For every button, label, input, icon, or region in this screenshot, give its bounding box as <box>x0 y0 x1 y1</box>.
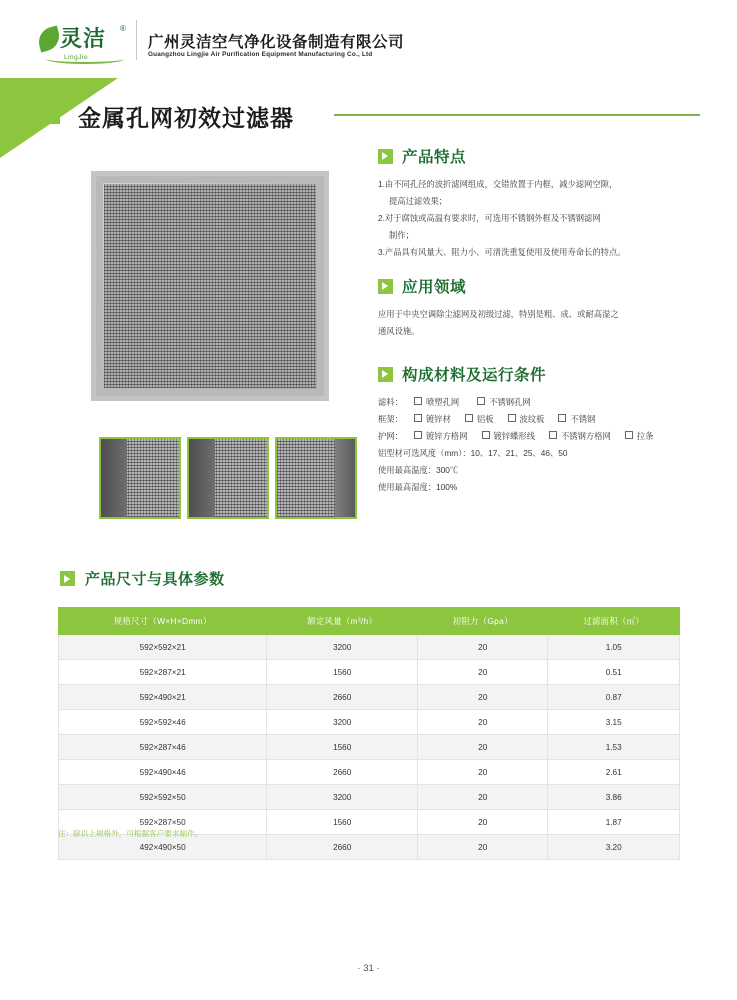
cell-resistance: 20 <box>418 660 548 685</box>
section-header <box>378 363 698 385</box>
company-name-en: Guangzhou Lingjie Air Purification Equipment Manufacturing Co., Ltd <box>148 51 373 58</box>
cell-resistance: 20 <box>418 810 548 835</box>
cell-resistance: 20 <box>418 760 548 785</box>
checkbox-option[interactable] <box>465 411 494 428</box>
feature-line: 3.产品具有风量大、阻力小、可清洗重复使用及使用寿命长的特点。 <box>378 247 626 257</box>
page-header <box>0 0 737 78</box>
title-rule <box>334 114 700 116</box>
cell-airflow: 1560 <box>267 735 418 760</box>
cell-airflow: 2660 <box>267 685 418 710</box>
table-row <box>59 735 680 760</box>
cell-resistance: 20 <box>418 785 548 810</box>
condition-line: 使用最高湿度：100% <box>378 482 458 492</box>
checkbox-icon[interactable] <box>414 414 422 422</box>
cell-size: 592×287×50 <box>59 810 267 835</box>
checkbox-option[interactable] <box>414 411 451 428</box>
section-materials-conditions <box>378 363 698 496</box>
cell-size: 492×490×50 <box>59 835 267 860</box>
cell-area: 3.86 <box>548 785 680 810</box>
option-label: 不锈钢孔网 <box>489 397 531 407</box>
column-header-resistance: 初阻力（Gpa） <box>418 608 548 635</box>
cell-size: 592×287×46 <box>59 735 267 760</box>
option-label: 喷塑孔网 <box>426 397 460 407</box>
checkbox-icon[interactable] <box>508 414 516 422</box>
checkbox-icon[interactable] <box>414 397 422 405</box>
option-label: 铝板 <box>476 414 494 424</box>
feature-line: 1.由不同孔径的波折滤网组成，交错放置于内框，减少滤网空隙， <box>378 179 618 189</box>
table-row <box>59 685 680 710</box>
cell-area: 0.51 <box>548 660 680 685</box>
table-row <box>59 635 680 660</box>
cell-area: 3.20 <box>548 835 680 860</box>
feature-line: 提高过滤效果； <box>389 196 448 206</box>
cell-resistance: 20 <box>418 685 548 710</box>
cell-airflow: 3200 <box>267 635 418 660</box>
option-label: 波纹板 <box>519 414 545 424</box>
table-note: 注：除以上规格外，可根据客户要求制作。 <box>58 829 203 838</box>
table-row <box>59 660 680 685</box>
page-title: 金属孔网初效过滤器 <box>78 105 294 131</box>
application-line: 应用于中央空调除尘滤网及初级过滤，特别是粗、成、或耐高湿之 <box>378 309 619 319</box>
logo-text: 灵洁 <box>60 26 107 51</box>
cell-area: 0.87 <box>548 685 680 710</box>
section-header-parameters <box>60 568 225 589</box>
cell-resistance: 20 <box>418 710 548 735</box>
cell-airflow: 1560 <box>267 810 418 835</box>
table-header-row <box>59 608 680 635</box>
cell-airflow: 2660 <box>267 760 418 785</box>
cell-area: 1.53 <box>548 735 680 760</box>
table-row <box>59 760 680 785</box>
section-title: 产品尺寸与具体参数 <box>85 571 225 588</box>
checkbox-option[interactable] <box>558 411 595 428</box>
checkbox-option[interactable] <box>482 428 536 445</box>
cell-resistance: 20 <box>418 735 548 760</box>
checkbox-icon[interactable] <box>482 431 490 439</box>
spec-label: 滤料： <box>378 397 403 407</box>
cell-resistance: 20 <box>418 635 548 660</box>
company-logo <box>38 22 130 68</box>
spec-label: 框架： <box>378 414 403 424</box>
checkbox-icon[interactable] <box>549 431 557 439</box>
feature-line: 制作； <box>389 230 414 240</box>
checkbox-option[interactable] <box>477 394 531 411</box>
section-body <box>378 176 696 261</box>
option-label: 镀锌材 <box>426 414 451 424</box>
cell-size: 592×592×46 <box>59 710 267 735</box>
application-line: 通风设施。 <box>378 326 420 336</box>
product-main-image <box>91 171 329 401</box>
option-label: 镀锌蝶形线 <box>493 431 535 441</box>
checkbox-icon[interactable] <box>414 431 422 439</box>
option-label: 拉条 <box>636 431 654 441</box>
section-product-features <box>378 145 696 261</box>
page-number: · 31 · <box>357 963 380 974</box>
spec-row-guard-net <box>378 428 698 445</box>
spec-row-frame <box>378 411 698 428</box>
leaf-icon <box>36 26 63 53</box>
table-row <box>59 710 680 735</box>
spec-label: 护网： <box>378 431 403 441</box>
product-thumbnail-3 <box>275 437 357 519</box>
column-header-airflow: 额定风量（m³/h） <box>267 608 418 635</box>
condition-line: 使用最高温度：300℃ <box>378 465 459 475</box>
header-divider <box>136 20 137 60</box>
arrow-right-icon <box>378 279 393 294</box>
product-thumbnail-1 <box>99 437 181 519</box>
section-title: 构成材料及运行条件 <box>402 367 547 384</box>
checkbox-option[interactable] <box>508 411 545 428</box>
checkbox-option[interactable] <box>414 428 468 445</box>
cell-area: 1.87 <box>548 810 680 835</box>
arrow-right-icon <box>378 367 393 382</box>
cell-area: 2.61 <box>548 760 680 785</box>
section-header <box>378 145 696 167</box>
cell-size: 592×592×21 <box>59 635 267 660</box>
spec-row-filter-media <box>378 394 698 411</box>
cell-size: 592×592×50 <box>59 785 267 810</box>
cell-size: 592×490×21 <box>59 685 267 710</box>
condition-line: 铝型材可选风度（mm）：10、17、21、25、46、50 <box>378 448 568 458</box>
checkbox-icon[interactable] <box>465 414 473 422</box>
option-label: 不锈钢 <box>570 414 596 424</box>
checkbox-icon[interactable] <box>477 397 485 405</box>
table-row <box>59 785 680 810</box>
cell-size: 592×287×21 <box>59 660 267 685</box>
checkbox-option[interactable] <box>549 428 611 445</box>
checkbox-icon[interactable] <box>625 431 633 439</box>
arrow-right-icon <box>60 571 75 586</box>
company-name-cn: 广州灵洁空气净化设备制造有限公司 <box>148 34 405 51</box>
arrow-right-icon <box>378 149 393 164</box>
cell-area: 1.05 <box>548 635 680 660</box>
cell-resistance: 20 <box>418 835 548 860</box>
filter-frame <box>96 176 324 396</box>
product-thumbnail-2 <box>187 437 269 519</box>
column-header-area: 过滤面积（㎡） <box>548 608 680 635</box>
checkbox-option[interactable] <box>414 394 459 411</box>
parameters-table <box>58 607 680 860</box>
section-header <box>378 275 696 297</box>
section-body <box>378 394 698 496</box>
section-application-fields <box>378 275 696 340</box>
option-label: 不锈钢方格网 <box>561 431 611 441</box>
checkbox-option[interactable] <box>625 428 654 445</box>
feature-line: 2.对于腐蚀或高温有要求时，可选用不锈钢外框及不锈钢滤网 <box>378 213 601 223</box>
cell-area: 3.15 <box>548 710 680 735</box>
cell-airflow: 2660 <box>267 835 418 860</box>
checkbox-icon[interactable] <box>558 414 566 422</box>
cell-airflow: 3200 <box>267 785 418 810</box>
section-body <box>378 306 696 340</box>
cell-airflow: 1560 <box>267 660 418 685</box>
option-label: 镀锌方格网 <box>426 431 468 441</box>
cell-airflow: 3200 <box>267 710 418 735</box>
registered-mark: ® <box>120 24 126 33</box>
logo-pinyin: LingJie <box>64 54 89 61</box>
section-title: 应用领域 <box>402 279 467 296</box>
column-header-size: 规格尺寸（W×H×Dmm） <box>59 608 267 635</box>
section-title: 产品特点 <box>402 149 467 166</box>
cell-size: 592×490×46 <box>59 760 267 785</box>
